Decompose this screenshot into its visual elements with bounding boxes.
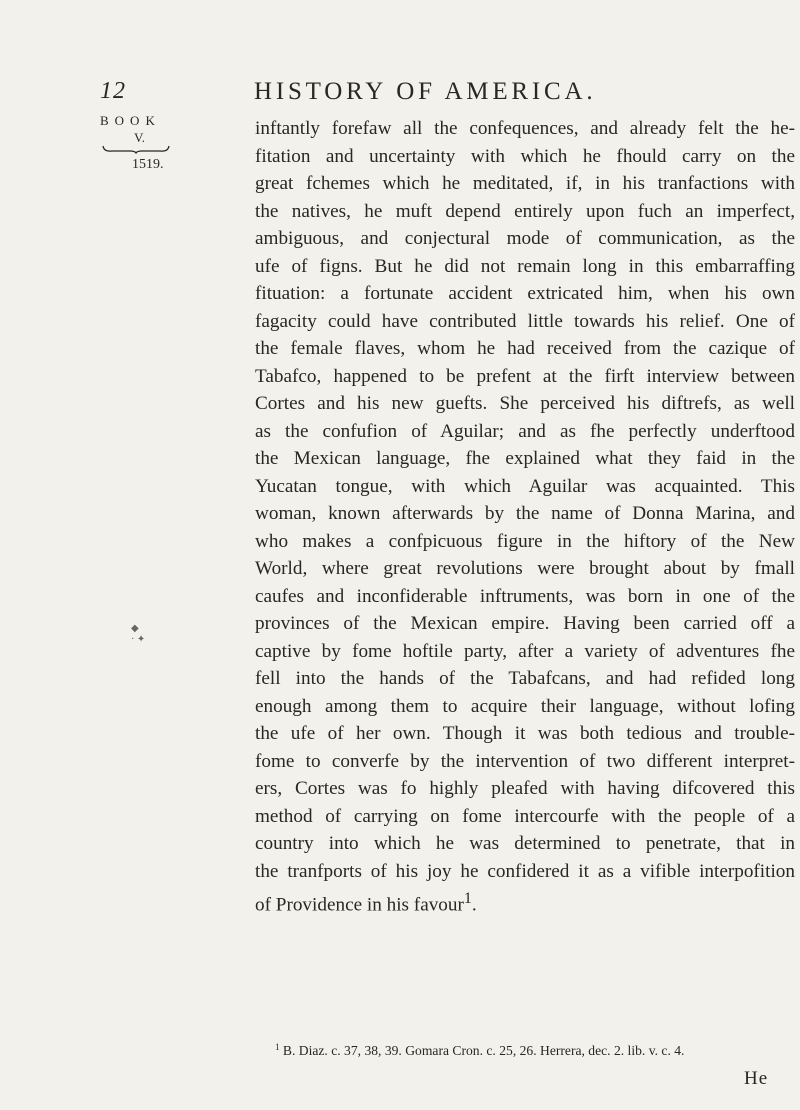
margin-volume-label: V.	[134, 130, 145, 145]
text-line: Yucatan tongue, with which Aguilar was acquainted. This	[255, 475, 795, 497]
text-line-last-content: of Providence in his favour	[255, 894, 464, 916]
footnote-reference[interactable]: 1	[463, 890, 472, 907]
text-line: who makes a confpicuous figure in the hiftory of the New	[255, 530, 795, 552]
text-line: World, where great revolutions were brought about by fmall	[255, 558, 795, 579]
margin-book-label: BOOK	[100, 113, 161, 128]
text-line: provinces of the Mexican empire. Having been carried off a	[255, 613, 795, 634]
text-line: Tabafco, happened to be prefent at the firft interview between	[255, 365, 795, 387]
margin-year: 1519.	[132, 157, 164, 172]
text-line: fituation: a fortunate accident extricated him, when his own	[255, 283, 795, 304]
text-line: fome to converfe by the intervention of two different interpret-	[255, 750, 795, 772]
page-number: 12	[100, 78, 126, 104]
text-line: Cortes and his new guefts. She perceived his diftrefs, as well	[255, 393, 795, 414]
text-line: the tranfports of his joy he confidered it as a vifible interpofition	[255, 860, 795, 882]
text-line: fagacity could have contributed little towards his relief. One of	[255, 310, 795, 332]
text-line-last: of Providence in his favour$^1$.	[255, 890, 477, 916]
margin-brace-icon	[102, 144, 170, 154]
text-line: fell into the hands of the Tabafcans, and had refided long	[255, 668, 795, 689]
catchword: He	[744, 1068, 769, 1089]
text-line: caufes and inconfiderable inftruments, was born in one of the	[255, 585, 795, 607]
text-line: the natives, he muft depend entirely upon fuch an imperfect,	[255, 200, 795, 222]
text-line: captive by fome hoftile party, after a variety of adventures fhe	[255, 640, 795, 662]
text-line: country into which he was determined to penetrate, that in	[255, 833, 795, 854]
text-line: the ufe of her own. Though it was both tedious and trouble-	[255, 723, 795, 744]
text-line: the female flaves, whom he had received from the cazique of	[255, 338, 795, 359]
text-line: woman, known afterwards by the name of Donna Marina, and	[255, 503, 795, 524]
body-text	[255, 115, 795, 916]
text-line: as the confufion of Aguilar; and as fhe perfectly underftood	[255, 420, 795, 442]
margin-ornament-icon: ◆ · ✦	[131, 623, 146, 645]
text-line: great fchemes which he meditated, if, in his tranfactions with	[255, 173, 795, 194]
text-line: ambiguous, and conjectural mode of communication, as the	[255, 228, 795, 249]
footnote-text: B. Diaz. c. 37, 38, 39. Gomara Cron. c. 25, 26. Herrera, dec. 2. lib. v. c. 4.	[282, 1043, 685, 1058]
margin-note	[100, 112, 180, 173]
text-line: ers, Cortes was fo highly pleafed with having difcovered this	[255, 778, 795, 799]
running-title: HISTORY OF AMERICA.	[254, 78, 597, 105]
text-line: inftantly forefaw all the confequences, and already felt the he-	[255, 118, 795, 139]
footnote-marker: 1	[275, 1042, 280, 1052]
text-line: method of carrying on fome intercourfe with the people of a	[255, 805, 795, 827]
footnote	[275, 1042, 795, 1059]
text-line: enough among them to acquire their language, without lofing	[255, 695, 795, 717]
text-line: the Mexican language, fhe explained what they faid in the	[255, 448, 795, 469]
text-line: fitation and uncertainty with which he fhould carry on the	[255, 145, 795, 167]
text-line: ufe of figns. But he did not remain long in this embarraffing	[255, 255, 795, 277]
